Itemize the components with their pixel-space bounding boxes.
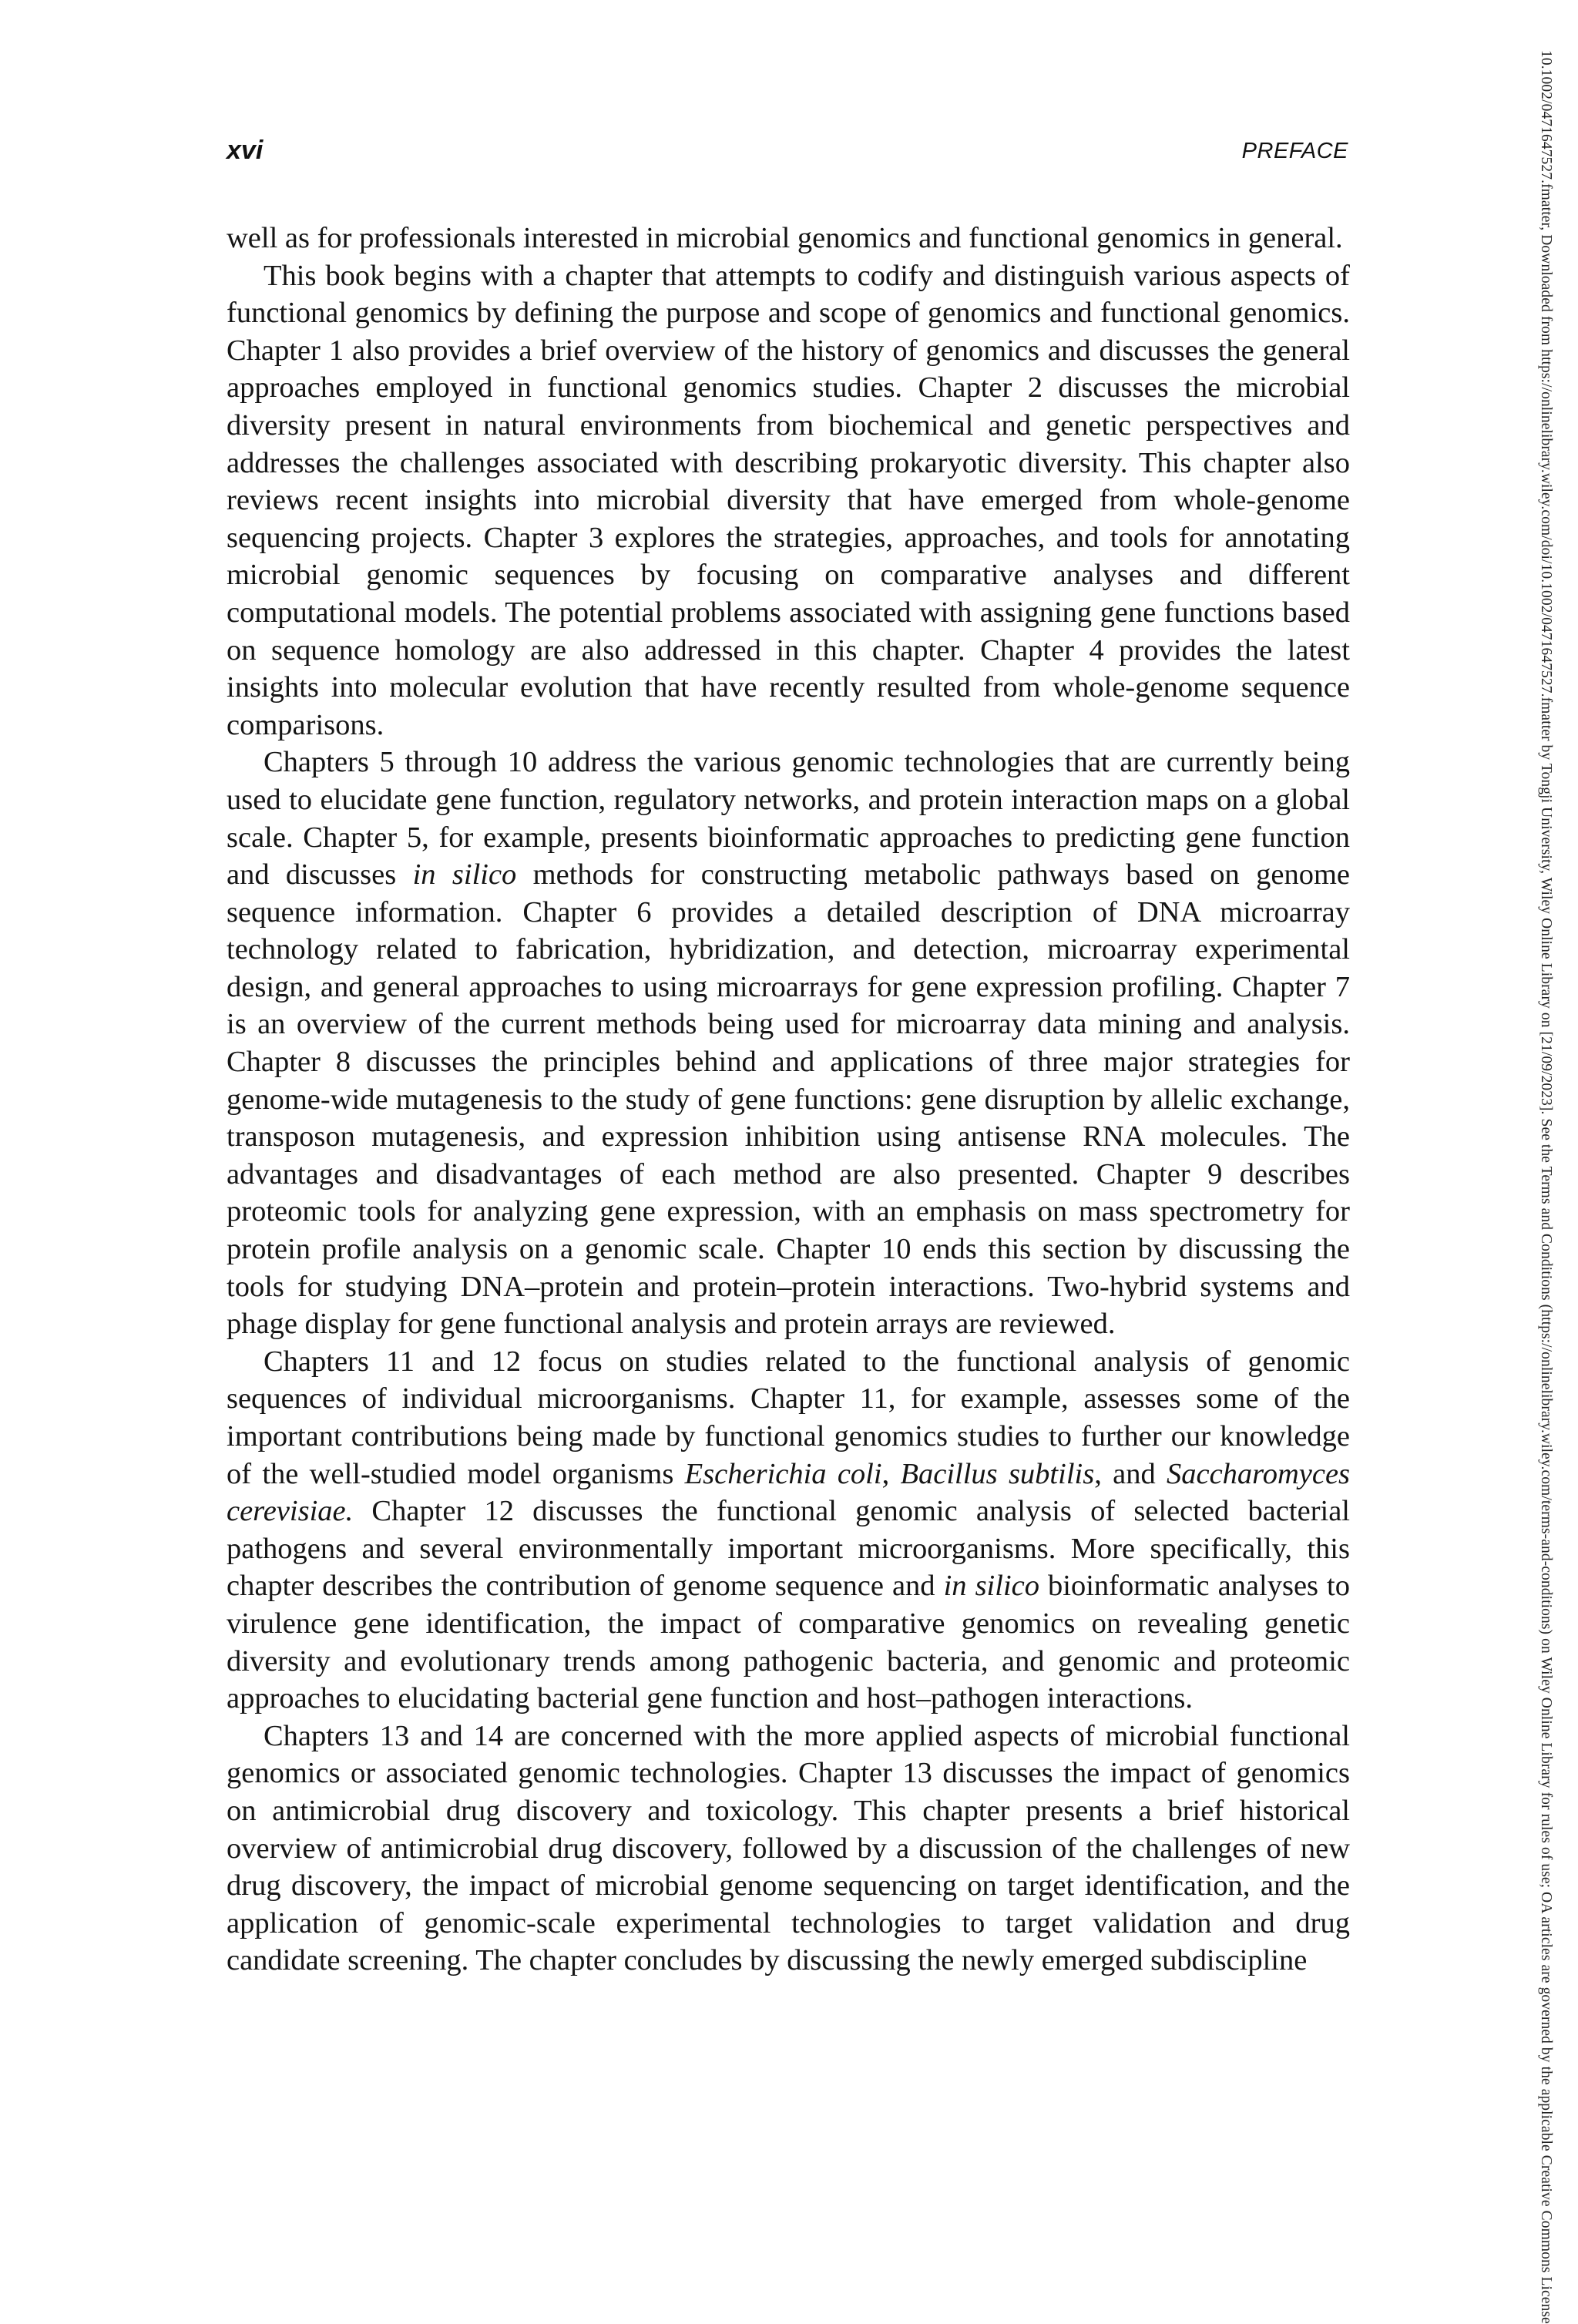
page-number: xvi [227,136,264,165]
italic-term: Saccharomyces cerevisiae. [227,1457,1351,1528]
text-run: methods for constructing metabolic pathways based on genome sequence information. Chapter 6 provides a detailed description of DNA microarray technology related to fabrication, hybridization, and detection, microarray experimental design, and general approaches to using microarrays for gene expression profiling. Chapter 7 is an overview of the current methods being used for microarray data mining and analysis. Chapter 8 discusses the principles behind and applications of three major strategies for genome-wide mutagenesis to the study of gene functions: gene disruption by allelic exchange, transposon mutagenesis, and expression inhibition using antisense RNA molecules. The advantages and disadvantages of each method are also presented. Chapter 9 describes proteomic tools for analyzing gene expression, with an emphasis on mass spectrometry for protein profile analysis on a genomic scale. Chapter 10 ends this section by discussing the tools for studying DNA–protein and protein–protein interactions. Two-hybrid systems and phage display for gene functional analysis and protein arrays are reviewed. [227,858,1351,1341]
running-title: PREFACE [1241,139,1348,163]
italic-term: in silico [943,1570,1039,1603]
paragraph [227,220,1350,257]
text-run: , [881,1457,901,1490]
text-run: This book begins with a chapter that attempts to codify and distinguish various aspects of functional genomics by defining the purpose and scope of genomics and functional genomics. Chapter 1 also provides a brief overview of the history of genomics and discusses the general approaches employed in functional genomics studies. Chapter 2 discusses the microbial diversity present in natural environments from biochemical and genetic perspectives and addresses the challenges associated with describing prokaryotic diversity. This chapter also reviews recent insights into microbial diversity that have emerged from whole-genome sequencing projects. Chapter 3 explores the strategies, approaches, and tools for annotating microbial genomic sequences by focusing on comparative analyses and different computational models. The potential problems associated with assigning gene functions based on sequence homology are also addressed in this chapter. Chapter 4 provides the latest insights into molecular evolution that have recently resulted from whole-genome sequence comparisons. [227,259,1350,741]
text-run: Chapter 12 discusses the functional genomic analysis of selected bacterial pathogens and several environmentally important microorganisms. More specifically, this chapter describes the contribution of genome sequence and [227,1495,1350,1603]
text-run: Chapters 11 and 12 focus on studies related to the functional analysis of genomic sequences of individual microorganisms. Chapter 11, for example, assesses some of the important contributions being made by functional genomics studies to further our knowledge of the well-studied model organisms [227,1345,1350,1490]
paragraph [227,1343,1350,1718]
paragraph [227,1718,1350,1980]
italic-term: Escherichia coli [684,1457,882,1490]
italic-term: in silico [412,858,517,892]
text-run: , and [1094,1457,1167,1490]
italic-term: Bacillus subtilis [900,1457,1095,1490]
paragraph [227,744,1350,1343]
text-run: Chapters 5 through 10 address the various genomic technologies that are currently being used to elucidate gene function, regulatory networks, and protein interaction maps on a global scale. Chapter 5, for example, presents bioinformatic approaches to predicting gene function and discusses [227,746,1350,892]
text-run: Chapters 13 and 14 are concerned with the more applied aspects of microbial functional genomics or associated genomic technologies. Chapter 13 discusses the impact of genomics on antimicrobial drug discovery and toxicology. This chapter presents a brief historical overview of antimicrobial drug discovery, followed by a discussion of the challenges of new drug discovery, the impact of microbial genome sequencing on target identification, and the application of genomic-scale experimental technologies to target validation and drug candidate screening. The chapter concludes by discussing the newly emerged subdiscipline [227,1719,1350,1977]
paragraph [227,257,1350,744]
preface-body [227,220,1350,1980]
text-run: bioinformatic analyses to virulence gene identification, the impact of comparative genomics on revealing genetic diversity and evolutionary trends among pathogenic bacteria, and genomic and proteomic approaches to elucidating bacterial gene function and host–pathogen interactions. [227,1570,1350,1715]
text-run: well as for professionals interested in microbial genomics and functional genomics in general. [227,222,1343,254]
download-notice: 10.1002/0471647527.fmatter, Downloaded from https://onlinelibrary.wiley.com/doi/10.1002/0471647527.fmatter by Tongji University, Wiley Online Library on [21/09/2023]. See the Terms and Conditions (https://onlinelibrary.wiley.com/terms-and-conditions) on Wiley Online Library for rules of use; OA articles are governed by the applicable Creative Commons License [1538,50,1554,2324]
